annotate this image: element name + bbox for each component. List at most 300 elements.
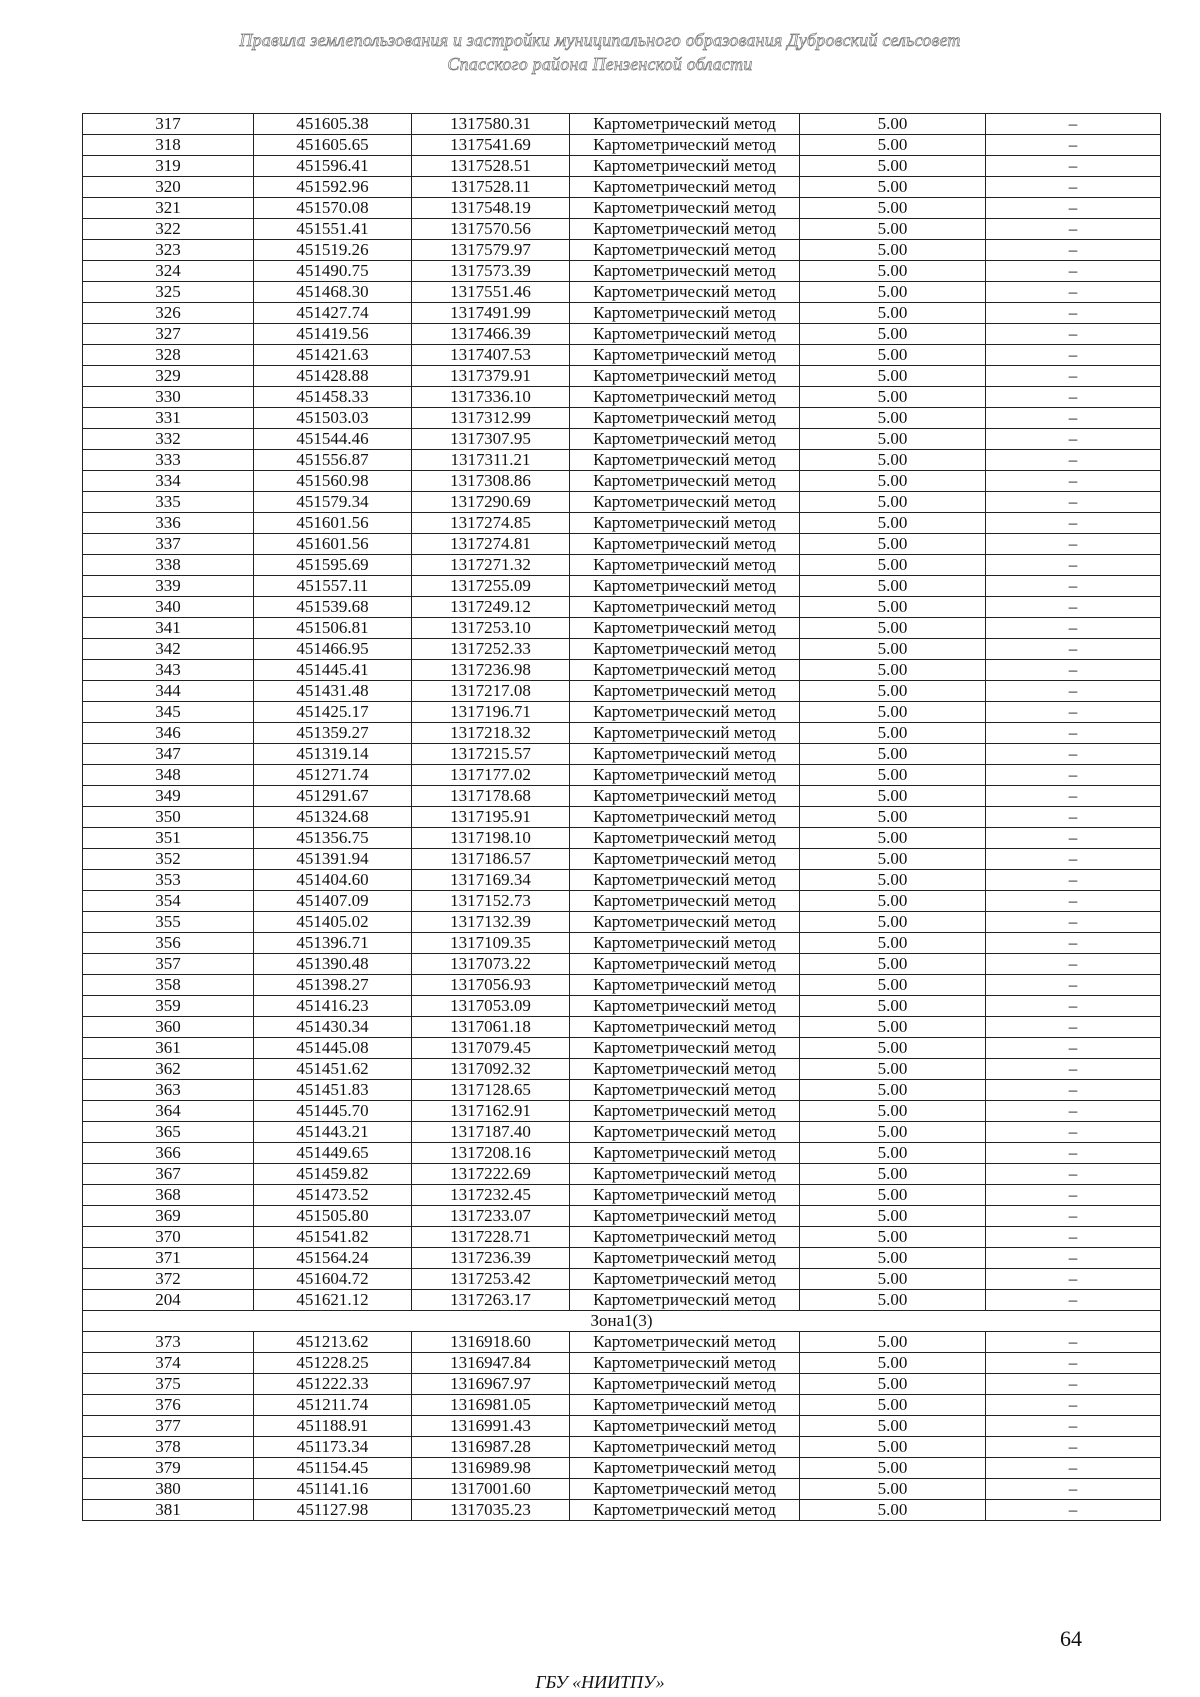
method-cell: Картометрический метод (570, 1395, 800, 1416)
x-coordinate-cell: 451539.68 (254, 597, 412, 618)
table-row (83, 1395, 1161, 1416)
point-number-cell: 341 (83, 618, 254, 639)
accuracy-cell: 5.00 (800, 660, 986, 681)
y-coordinate-cell: 1317308.86 (412, 471, 570, 492)
x-coordinate-cell: 451503.03 (254, 408, 412, 429)
point-number-cell: 339 (83, 576, 254, 597)
method-cell: Картометрический метод (570, 366, 800, 387)
accuracy-cell: 5.00 (800, 954, 986, 975)
note-cell: – (986, 765, 1161, 786)
method-cell: Картометрический метод (570, 681, 800, 702)
table-row (83, 114, 1161, 135)
y-coordinate-cell: 1317152.73 (412, 891, 570, 912)
x-coordinate-cell: 451427.74 (254, 303, 412, 324)
x-coordinate-cell: 451319.14 (254, 744, 412, 765)
accuracy-cell: 5.00 (800, 324, 986, 345)
note-cell: – (986, 114, 1161, 135)
table-body-a (83, 114, 1161, 1311)
accuracy-cell: 5.00 (800, 1164, 986, 1185)
accuracy-cell: 5.00 (800, 744, 986, 765)
method-cell: Картометрический метод (570, 1374, 800, 1395)
method-cell: Картометрический метод (570, 1290, 800, 1311)
x-coordinate-cell: 451445.70 (254, 1101, 412, 1122)
y-coordinate-cell: 1316918.60 (412, 1332, 570, 1353)
method-cell: Картометрический метод (570, 303, 800, 324)
x-coordinate-cell: 451556.87 (254, 450, 412, 471)
accuracy-cell: 5.00 (800, 261, 986, 282)
point-number-cell: 325 (83, 282, 254, 303)
x-coordinate-cell: 451506.81 (254, 618, 412, 639)
note-cell: – (986, 1122, 1161, 1143)
table-row (83, 1479, 1161, 1500)
x-coordinate-cell: 451505.80 (254, 1206, 412, 1227)
point-number-cell: 359 (83, 996, 254, 1017)
table-row (83, 429, 1161, 450)
table-row (83, 471, 1161, 492)
point-number-cell: 322 (83, 219, 254, 240)
point-number-cell: 204 (83, 1290, 254, 1311)
table-row (83, 1101, 1161, 1122)
y-coordinate-cell: 1317579.97 (412, 240, 570, 261)
x-coordinate-cell: 451390.48 (254, 954, 412, 975)
table-row (83, 1059, 1161, 1080)
method-cell: Картометрический метод (570, 1437, 800, 1458)
y-coordinate-cell: 1317336.10 (412, 387, 570, 408)
method-cell: Картометрический метод (570, 555, 800, 576)
x-coordinate-cell: 451228.25 (254, 1353, 412, 1374)
note-cell: – (986, 156, 1161, 177)
accuracy-cell: 5.00 (800, 1227, 986, 1248)
note-cell: – (986, 324, 1161, 345)
note-cell: – (986, 1269, 1161, 1290)
point-number-cell: 346 (83, 723, 254, 744)
y-coordinate-cell: 1317253.10 (412, 618, 570, 639)
note-cell: – (986, 1206, 1161, 1227)
x-coordinate-cell: 451271.74 (254, 765, 412, 786)
table-row (83, 240, 1161, 261)
x-coordinate-cell: 451430.34 (254, 1017, 412, 1038)
method-cell: Картометрический метод (570, 618, 800, 639)
y-coordinate-cell: 1317056.93 (412, 975, 570, 996)
method-cell: Картометрический метод (570, 744, 800, 765)
x-coordinate-cell: 451213.62 (254, 1332, 412, 1353)
table-row (83, 135, 1161, 156)
point-number-cell: 329 (83, 366, 254, 387)
x-coordinate-cell: 451222.33 (254, 1374, 412, 1395)
accuracy-cell: 5.00 (800, 156, 986, 177)
note-cell: – (986, 1227, 1161, 1248)
x-coordinate-cell: 451473.52 (254, 1185, 412, 1206)
y-coordinate-cell: 1317198.10 (412, 828, 570, 849)
x-coordinate-cell: 451595.69 (254, 555, 412, 576)
y-coordinate-cell: 1317215.57 (412, 744, 570, 765)
method-cell: Картометрический метод (570, 828, 800, 849)
coordinates-table (82, 113, 1161, 1521)
note-cell: – (986, 366, 1161, 387)
point-number-cell: 317 (83, 114, 254, 135)
x-coordinate-cell: 451425.17 (254, 702, 412, 723)
accuracy-cell: 5.00 (800, 1479, 986, 1500)
y-coordinate-cell: 1317169.34 (412, 870, 570, 891)
y-coordinate-cell: 1317236.39 (412, 1248, 570, 1269)
table-row (83, 639, 1161, 660)
accuracy-cell: 5.00 (800, 492, 986, 513)
table-row (83, 618, 1161, 639)
table-row (83, 744, 1161, 765)
note-cell: – (986, 660, 1161, 681)
point-number-cell: 331 (83, 408, 254, 429)
point-number-cell: 377 (83, 1416, 254, 1437)
y-coordinate-cell: 1316989.98 (412, 1458, 570, 1479)
table-row (83, 366, 1161, 387)
x-coordinate-cell: 451551.41 (254, 219, 412, 240)
note-cell: – (986, 177, 1161, 198)
accuracy-cell: 5.00 (800, 1290, 986, 1311)
method-cell: Картометрический метод (570, 1164, 800, 1185)
x-coordinate-cell: 451449.65 (254, 1143, 412, 1164)
method-cell: Картометрический метод (570, 1500, 800, 1521)
accuracy-cell: 5.00 (800, 597, 986, 618)
table-row (83, 1122, 1161, 1143)
note-cell: – (986, 681, 1161, 702)
y-coordinate-cell: 1317570.56 (412, 219, 570, 240)
accuracy-cell: 5.00 (800, 387, 986, 408)
method-cell: Картометрический метод (570, 849, 800, 870)
point-number-cell: 334 (83, 471, 254, 492)
x-coordinate-cell: 451468.30 (254, 282, 412, 303)
x-coordinate-cell: 451356.75 (254, 828, 412, 849)
table-row (83, 576, 1161, 597)
note-cell: – (986, 639, 1161, 660)
method-cell: Картометрический метод (570, 1038, 800, 1059)
accuracy-cell: 5.00 (800, 807, 986, 828)
accuracy-cell: 5.00 (800, 429, 986, 450)
point-number-cell: 344 (83, 681, 254, 702)
method-cell: Картометрический метод (570, 933, 800, 954)
method-cell: Картометрический метод (570, 597, 800, 618)
method-cell: Картометрический метод (570, 135, 800, 156)
accuracy-cell: 5.00 (800, 408, 986, 429)
point-number-cell: 373 (83, 1332, 254, 1353)
point-number-cell: 335 (83, 492, 254, 513)
accuracy-cell: 5.00 (800, 702, 986, 723)
table-row (83, 450, 1161, 471)
point-number-cell: 381 (83, 1500, 254, 1521)
accuracy-cell: 5.00 (800, 723, 986, 744)
note-cell: – (986, 702, 1161, 723)
y-coordinate-cell: 1317236.98 (412, 660, 570, 681)
x-coordinate-cell: 451419.56 (254, 324, 412, 345)
method-cell: Картометрический метод (570, 261, 800, 282)
x-coordinate-cell: 451405.02 (254, 912, 412, 933)
note-cell: – (986, 1416, 1161, 1437)
x-coordinate-cell: 451451.62 (254, 1059, 412, 1080)
y-coordinate-cell: 1317218.32 (412, 723, 570, 744)
note-cell: – (986, 1248, 1161, 1269)
x-coordinate-cell: 451451.83 (254, 1080, 412, 1101)
note-cell: – (986, 1143, 1161, 1164)
y-coordinate-cell: 1317580.31 (412, 114, 570, 135)
y-coordinate-cell: 1317466.39 (412, 324, 570, 345)
x-coordinate-cell: 451466.95 (254, 639, 412, 660)
y-coordinate-cell: 1317573.39 (412, 261, 570, 282)
table-row (83, 387, 1161, 408)
table-row (83, 954, 1161, 975)
point-number-cell: 371 (83, 1248, 254, 1269)
y-coordinate-cell: 1317053.09 (412, 996, 570, 1017)
y-coordinate-cell: 1317312.99 (412, 408, 570, 429)
note-cell: – (986, 849, 1161, 870)
accuracy-cell: 5.00 (800, 366, 986, 387)
note-cell: – (986, 1080, 1161, 1101)
y-coordinate-cell: 1317233.07 (412, 1206, 570, 1227)
x-coordinate-cell: 451557.11 (254, 576, 412, 597)
point-number-cell: 368 (83, 1185, 254, 1206)
method-cell: Картометрический метод (570, 1206, 800, 1227)
x-coordinate-cell: 451127.98 (254, 1500, 412, 1521)
y-coordinate-cell: 1317177.02 (412, 765, 570, 786)
accuracy-cell: 5.00 (800, 1080, 986, 1101)
y-coordinate-cell: 1317491.99 (412, 303, 570, 324)
y-coordinate-cell: 1317551.46 (412, 282, 570, 303)
method-cell: Картометрический метод (570, 975, 800, 996)
point-number-cell: 328 (83, 345, 254, 366)
accuracy-cell: 5.00 (800, 1500, 986, 1521)
accuracy-cell: 5.00 (800, 576, 986, 597)
note-cell: – (986, 135, 1161, 156)
note-cell: – (986, 534, 1161, 555)
accuracy-cell: 5.00 (800, 345, 986, 366)
method-cell: Картометрический метод (570, 660, 800, 681)
y-coordinate-cell: 1317079.45 (412, 1038, 570, 1059)
table-row (83, 912, 1161, 933)
point-number-cell: 345 (83, 702, 254, 723)
note-cell: – (986, 513, 1161, 534)
table-row (83, 723, 1161, 744)
accuracy-cell: 5.00 (800, 219, 986, 240)
note-cell: – (986, 240, 1161, 261)
point-number-cell: 349 (83, 786, 254, 807)
accuracy-cell: 5.00 (800, 177, 986, 198)
x-coordinate-cell: 451490.75 (254, 261, 412, 282)
method-cell: Картометрический метод (570, 576, 800, 597)
point-number-cell: 330 (83, 387, 254, 408)
method-cell: Картометрический метод (570, 1479, 800, 1500)
x-coordinate-cell: 451396.71 (254, 933, 412, 954)
accuracy-cell: 5.00 (800, 1269, 986, 1290)
point-number-cell: 323 (83, 240, 254, 261)
table-row (83, 1437, 1161, 1458)
method-cell: Картометрический метод (570, 1227, 800, 1248)
y-coordinate-cell: 1317035.23 (412, 1500, 570, 1521)
y-coordinate-cell: 1317092.32 (412, 1059, 570, 1080)
note-cell: – (986, 429, 1161, 450)
table-row (83, 408, 1161, 429)
note-cell: – (986, 618, 1161, 639)
point-number-cell: 376 (83, 1395, 254, 1416)
y-coordinate-cell: 1317271.32 (412, 555, 570, 576)
point-number-cell: 358 (83, 975, 254, 996)
x-coordinate-cell: 451579.34 (254, 492, 412, 513)
accuracy-cell: 5.00 (800, 114, 986, 135)
y-coordinate-cell: 1317178.68 (412, 786, 570, 807)
table-row (83, 219, 1161, 240)
table-row (83, 1080, 1161, 1101)
table-row (83, 996, 1161, 1017)
note-cell: – (986, 870, 1161, 891)
note-cell: – (986, 1353, 1161, 1374)
table-row (83, 933, 1161, 954)
accuracy-cell: 5.00 (800, 1143, 986, 1164)
method-cell: Картометрический метод (570, 114, 800, 135)
point-number-cell: 356 (83, 933, 254, 954)
accuracy-cell: 5.00 (800, 765, 986, 786)
accuracy-cell: 5.00 (800, 1038, 986, 1059)
point-number-cell: 336 (83, 513, 254, 534)
x-coordinate-cell: 451416.23 (254, 996, 412, 1017)
table-row (83, 702, 1161, 723)
y-coordinate-cell: 1316991.43 (412, 1416, 570, 1437)
point-number-cell: 327 (83, 324, 254, 345)
y-coordinate-cell: 1317274.81 (412, 534, 570, 555)
method-cell: Картометрический метод (570, 198, 800, 219)
point-number-cell: 364 (83, 1101, 254, 1122)
y-coordinate-cell: 1317528.11 (412, 177, 570, 198)
page-header (0, 28, 1200, 76)
y-coordinate-cell: 1317407.53 (412, 345, 570, 366)
note-cell: – (986, 303, 1161, 324)
table-row (83, 891, 1161, 912)
x-coordinate-cell: 451596.41 (254, 156, 412, 177)
method-cell: Картометрический метод (570, 240, 800, 261)
point-number-cell: 321 (83, 198, 254, 219)
point-number-cell: 365 (83, 1122, 254, 1143)
point-number-cell: 350 (83, 807, 254, 828)
x-coordinate-cell: 451459.82 (254, 1164, 412, 1185)
table-row (83, 1143, 1161, 1164)
point-number-cell: 333 (83, 450, 254, 471)
point-number-cell: 361 (83, 1038, 254, 1059)
zone-row (83, 1311, 1161, 1332)
table-row (83, 513, 1161, 534)
header-line-2: Спасского района Пензенской области (447, 54, 753, 74)
accuracy-cell: 5.00 (800, 135, 986, 156)
note-cell: – (986, 996, 1161, 1017)
y-coordinate-cell: 1316947.84 (412, 1353, 570, 1374)
accuracy-cell: 5.00 (800, 1206, 986, 1227)
x-coordinate-cell: 451141.16 (254, 1479, 412, 1500)
accuracy-cell: 5.00 (800, 912, 986, 933)
y-coordinate-cell: 1317541.69 (412, 135, 570, 156)
note-cell: – (986, 891, 1161, 912)
accuracy-cell: 5.00 (800, 1458, 986, 1479)
table-row (83, 303, 1161, 324)
point-number-cell: 352 (83, 849, 254, 870)
y-coordinate-cell: 1317132.39 (412, 912, 570, 933)
point-number-cell: 326 (83, 303, 254, 324)
y-coordinate-cell: 1317195.91 (412, 807, 570, 828)
point-number-cell: 363 (83, 1080, 254, 1101)
accuracy-cell: 5.00 (800, 639, 986, 660)
table-row (83, 1458, 1161, 1479)
x-coordinate-cell: 451421.63 (254, 345, 412, 366)
point-number-cell: 343 (83, 660, 254, 681)
table-row (83, 1038, 1161, 1059)
table-row (83, 870, 1161, 891)
accuracy-cell: 5.00 (800, 555, 986, 576)
table-row (83, 828, 1161, 849)
point-number-cell: 362 (83, 1059, 254, 1080)
y-coordinate-cell: 1317528.51 (412, 156, 570, 177)
accuracy-cell: 5.00 (800, 891, 986, 912)
point-number-cell: 374 (83, 1353, 254, 1374)
note-cell: – (986, 282, 1161, 303)
point-number-cell: 332 (83, 429, 254, 450)
x-coordinate-cell: 451604.72 (254, 1269, 412, 1290)
note-cell: – (986, 1059, 1161, 1080)
point-number-cell: 372 (83, 1269, 254, 1290)
method-cell: Картометрический метод (570, 1017, 800, 1038)
table-row (83, 345, 1161, 366)
y-coordinate-cell: 1317249.12 (412, 597, 570, 618)
y-coordinate-cell: 1317290.69 (412, 492, 570, 513)
method-cell: Картометрический метод (570, 1185, 800, 1206)
note-cell: – (986, 723, 1161, 744)
method-cell: Картометрический метод (570, 1458, 800, 1479)
table-row (83, 1227, 1161, 1248)
y-coordinate-cell: 1317196.71 (412, 702, 570, 723)
accuracy-cell: 5.00 (800, 975, 986, 996)
point-number-cell: 320 (83, 177, 254, 198)
note-cell: – (986, 345, 1161, 366)
x-coordinate-cell: 451519.26 (254, 240, 412, 261)
method-cell: Картометрический метод (570, 891, 800, 912)
note-cell: – (986, 1395, 1161, 1416)
table-row (83, 156, 1161, 177)
y-coordinate-cell: 1317252.33 (412, 639, 570, 660)
accuracy-cell: 5.00 (800, 1437, 986, 1458)
point-number-cell: 360 (83, 1017, 254, 1038)
point-number-cell: 347 (83, 744, 254, 765)
y-coordinate-cell: 1317232.45 (412, 1185, 570, 1206)
method-cell: Картометрический метод (570, 324, 800, 345)
y-coordinate-cell: 1317109.35 (412, 933, 570, 954)
page-footer: ГБУ «НИИТПУ» (535, 1672, 665, 1692)
accuracy-cell: 5.00 (800, 996, 986, 1017)
y-coordinate-cell: 1317379.91 (412, 366, 570, 387)
x-coordinate-cell: 451560.98 (254, 471, 412, 492)
x-coordinate-cell: 451407.09 (254, 891, 412, 912)
y-coordinate-cell: 1317253.42 (412, 1269, 570, 1290)
y-coordinate-cell: 1317222.69 (412, 1164, 570, 1185)
point-number-cell: 357 (83, 954, 254, 975)
note-cell: – (986, 954, 1161, 975)
x-coordinate-cell: 451544.46 (254, 429, 412, 450)
x-coordinate-cell: 451541.82 (254, 1227, 412, 1248)
y-coordinate-cell: 1317208.16 (412, 1143, 570, 1164)
table-row (83, 1290, 1161, 1311)
note-cell: – (986, 1101, 1161, 1122)
y-coordinate-cell: 1317001.60 (412, 1479, 570, 1500)
y-coordinate-cell: 1317073.22 (412, 954, 570, 975)
method-cell: Картометрический метод (570, 408, 800, 429)
method-cell: Картометрический метод (570, 429, 800, 450)
accuracy-cell: 5.00 (800, 1122, 986, 1143)
point-number-cell: 348 (83, 765, 254, 786)
method-cell: Картометрический метод (570, 450, 800, 471)
accuracy-cell: 5.00 (800, 240, 986, 261)
accuracy-cell: 5.00 (800, 1059, 986, 1080)
